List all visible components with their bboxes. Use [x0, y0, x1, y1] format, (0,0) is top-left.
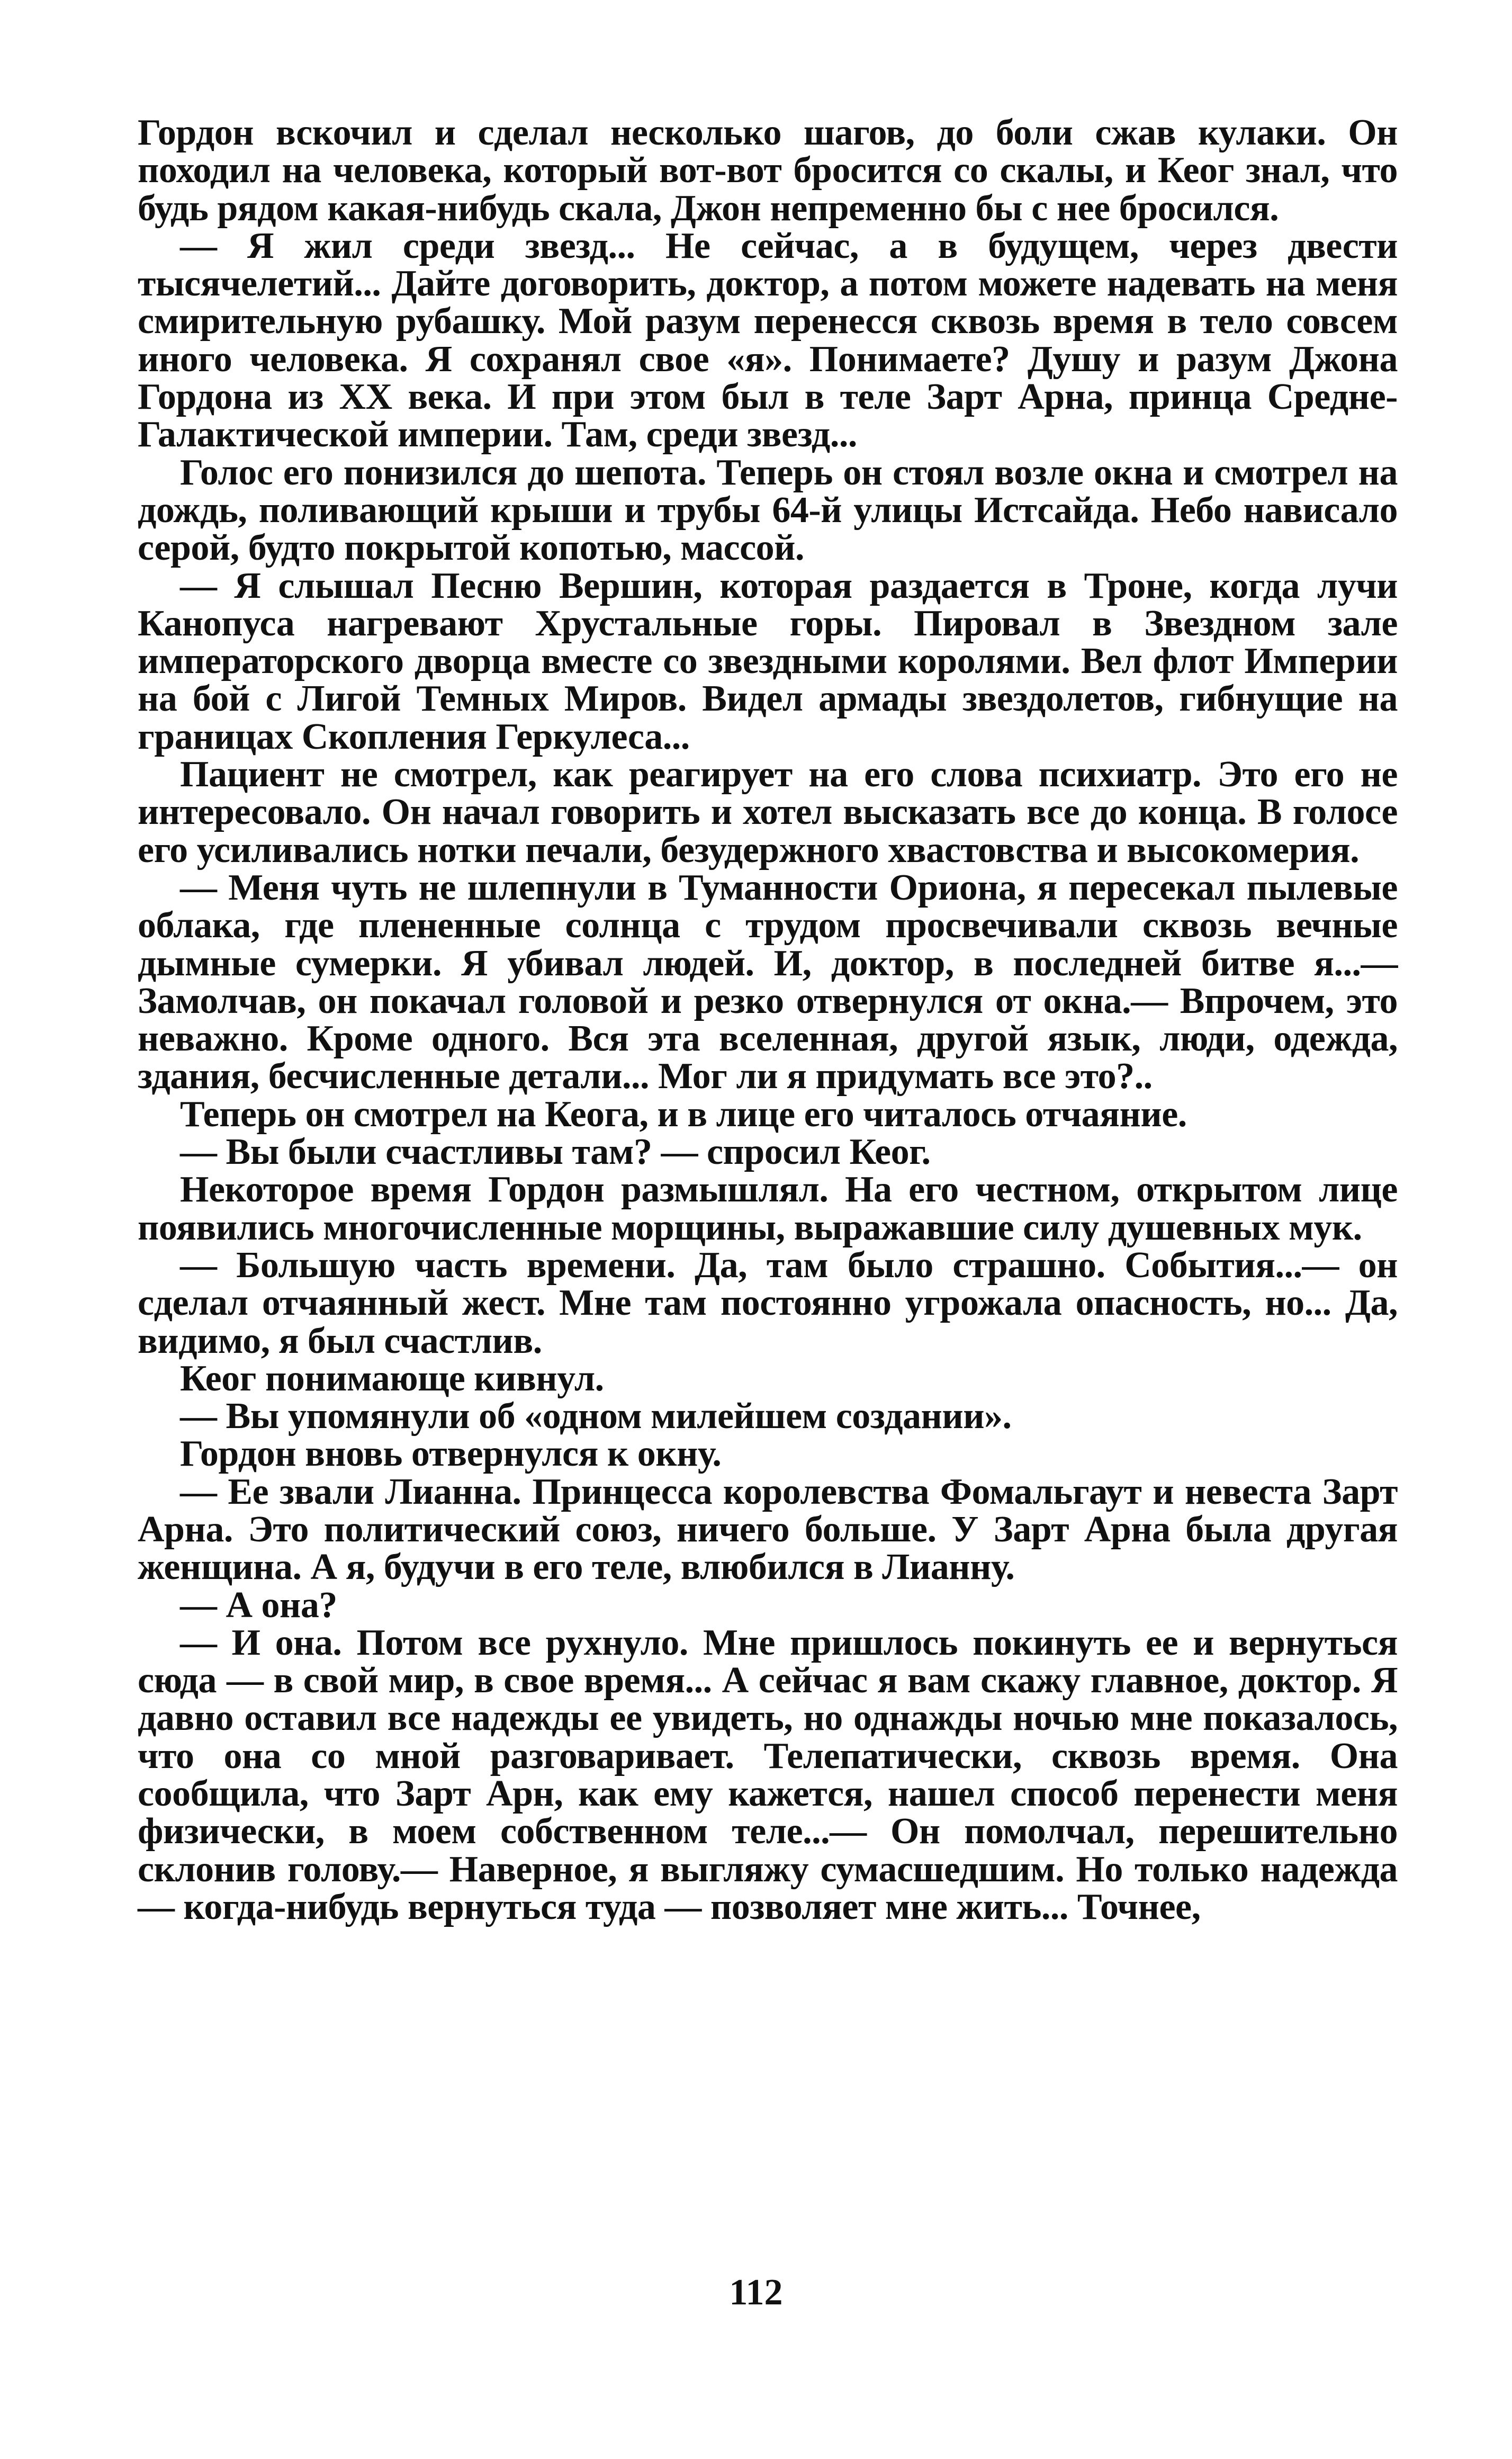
paragraph: — Меня чуть не шлепнули в Туманности Ориона, я пересекал пылевые облака, где плененные солнца с трудом просвечивали сквозь вечные дымные сумерки. Я убивал людей. И, доктор, в последней битве я...— Замолчав, он покачал головой и резко отвернулся от окна.— Впрочем, это неважно. Кроме одного. Вся эта вселенная, другой язык, люди, одежда, здания, бесчисленные детали... Мог ли я придумать все это?.. — [138, 867, 1398, 1097]
page-number: 112 — [729, 2272, 783, 2313]
page-body-text — [138, 114, 1398, 1926]
paragraph: — Я слышал Песню Вершин, которая раздается в Троне, когда лучи Канопуса нагревают Хрустальные горы. Пировал в Звездном зале императорского дворца вместе со звездными королями. Вел флот Империи на бой с Лигой Темных Миров. Видел армады звездолетов, гибнущие на границах Скопления Геркулеса... — [138, 565, 1398, 757]
paragraph: — Вы упомянули об «одном милейшем создании». — [180, 1396, 1012, 1437]
paragraph: — Я жил среди звезд... Не сейчас, а в будущем, через двести тысячелетий... Дайте договорить, доктор, а потом можете надевать на меня смирительную рубашку. Мой разум перенесся сквозь время в тело совсем иного человека. Я сохранял свое «я». Понимаете? Душу и разум Джона Гордона из XX века. И при этом был в теле Зарт Арна, принца Средне-Галактической империи. Там, среди звезд... — [138, 225, 1398, 455]
paragraph: — Ее звали Лианна. Принцесса королевства Фомальгаут и невеста Зарт Арна. Это политический союз, ничего больше. У Зарт Арна была другая женщина. А я, будучи в его теле, влюбился в Лианну. — [138, 1471, 1398, 1588]
paragraph: Гордон вновь отвернулся к окну. — [180, 1433, 722, 1475]
paragraph: — Большую часть времени. Да, там было страшно. События...— он сделал отчаянный жест. Мне там постоянно угрожала опасность, но... Да, видимо, я был счастлив. — [138, 1244, 1398, 1361]
paragraph: — И она. Потом все рухнуло. Мне пришлось покинуть ее и вернуться сюда — в свой мир, в свое время... А сейчас я вам скажу главное, доктор. Я давно оставил все надежды ее увидеть, но однажды ночью мне показалось, что она со мной разговаривает. Телепатически, сквозь время. Она сообщила, что Зарт Арн, как ему кажется, нашел способ перенести меня физически, в моем собственном теле...— Он помолчал, перешительно склонив голову.— Наверное, я выгляжу сумасшедшим. Но только надежда — когда-нибудь вернуться туда — позволяет мне жить... Точнее, — [138, 1622, 1398, 1927]
paragraph: — Вы были счастливы там? — спросил Кеог. — [180, 1132, 931, 1173]
paragraph: Гордон вскочил и сделал несколько шагов, до боли сжав кулаки. Он походил на человека, который вот-вот бросится со скалы, и Кеог знал, что будь рядом какая-нибудь скала, Джон непременно бы с нее бросился. — [138, 112, 1398, 229]
paragraph: Некоторое время Гордон размышлял. На его честном, открытом лице появились многочисленные морщины, выражавшие силу душевных мук. — [138, 1169, 1398, 1248]
paragraph: Пациент не смотрел, как реагирует на его слова психиатр. Это его не интересовало. Он начал говорить и хотел высказать все до конца. В голосе его усиливались нотки печали, безудержного хвастовства и высокомерия. — [138, 754, 1398, 870]
paragraph: Теперь он смотрел на Кеога, и в лице его читалось отчаяние. — [180, 1093, 1187, 1135]
paragraph: — А она? — [180, 1584, 337, 1626]
paragraph: Голос его понизился до шепота. Теперь он стоял возле окна и смотрел на дождь, поливающий крыши и трубы 64-й улицы Истсайда. Небо нависало серой, будто покрытой копотью, массой. — [138, 452, 1398, 569]
paragraph: Кеог понимающе кивнул. — [180, 1358, 604, 1399]
